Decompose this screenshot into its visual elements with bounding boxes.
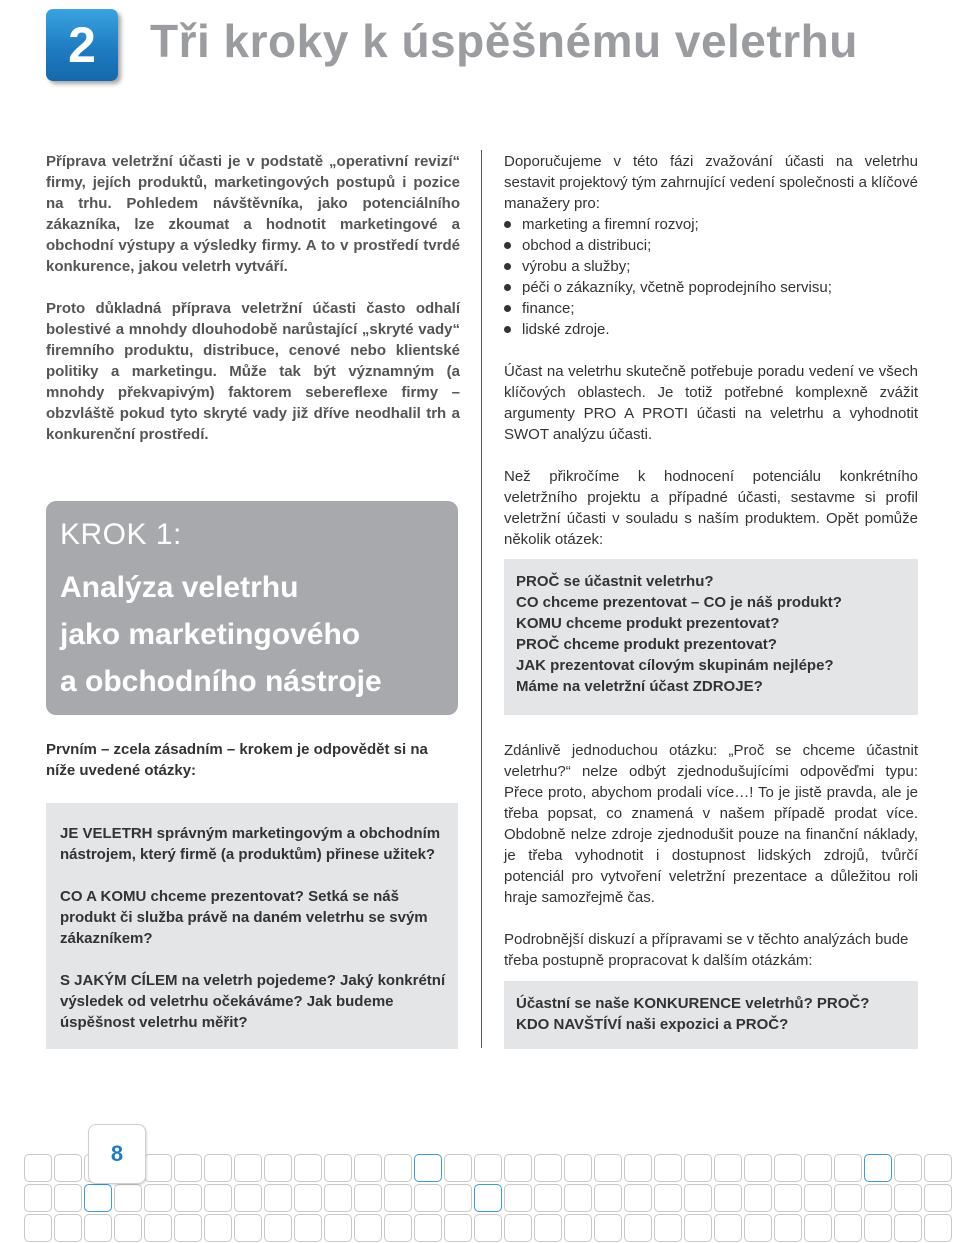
footer-tile bbox=[144, 1184, 172, 1212]
right-column-para4 bbox=[504, 740, 918, 908]
right-column-para3 bbox=[504, 466, 918, 550]
team-paragraph: Doporučujeme v této fázi zvažování účasti na veletrhu sestavit projektový tým zahrnující vedení společnosti a klíčové manažery pro: bbox=[504, 153, 918, 212]
left-column-intro bbox=[46, 151, 460, 277]
question-intro-block bbox=[46, 739, 460, 781]
footer-tile bbox=[294, 1154, 322, 1182]
step-title-line: Analýza veletrhu bbox=[60, 571, 299, 604]
footer-tile bbox=[834, 1214, 862, 1242]
footer-tile bbox=[894, 1184, 922, 1212]
right-column-top bbox=[504, 151, 918, 340]
footer-tile bbox=[204, 1154, 232, 1182]
list-item-text: finance; bbox=[522, 300, 575, 317]
footer-tile bbox=[474, 1214, 502, 1242]
footer-tile bbox=[834, 1154, 862, 1182]
footer-tile bbox=[804, 1214, 832, 1242]
question-item: KOMU chceme produkt prezentovat? bbox=[516, 615, 780, 632]
footer-tile bbox=[414, 1154, 442, 1182]
footer-tile bbox=[924, 1214, 952, 1242]
bullet-icon bbox=[504, 305, 511, 312]
footer-tile bbox=[924, 1184, 952, 1212]
footer-tile bbox=[24, 1214, 52, 1242]
footer-tile bbox=[504, 1184, 532, 1212]
footer-tile bbox=[24, 1184, 52, 1212]
footer-tile bbox=[684, 1154, 712, 1182]
footer-tile bbox=[744, 1214, 772, 1242]
footer-tile bbox=[234, 1154, 262, 1182]
footer-tile bbox=[474, 1184, 502, 1212]
footer-tile bbox=[324, 1214, 352, 1242]
footer-tile bbox=[234, 1214, 262, 1242]
profile-paragraph: Než přikročíme k hodnocení potenciálu konkrétního veletržního projektu a případné účasti, sestavme si profil veletržní účasti v souladu s naším produktem. Opět pomůže několik otázek: bbox=[504, 468, 918, 548]
footer-tile bbox=[114, 1214, 142, 1242]
footer-tile bbox=[84, 1184, 112, 1212]
footer-tile bbox=[54, 1184, 82, 1212]
footer-tile bbox=[414, 1184, 442, 1212]
step-label: KROK 1: bbox=[60, 518, 182, 551]
bullet-icon bbox=[504, 242, 511, 249]
page-number: 8 bbox=[88, 1124, 146, 1184]
bullet-icon bbox=[504, 221, 511, 228]
footer-tile bbox=[624, 1214, 652, 1242]
managers-list bbox=[504, 214, 918, 340]
right-column-para2 bbox=[504, 361, 918, 445]
footer-tile bbox=[264, 1214, 292, 1242]
footer-tile bbox=[654, 1214, 682, 1242]
step-title-line: jako marketingového bbox=[60, 618, 361, 651]
list-item bbox=[504, 298, 918, 319]
footer-tile bbox=[684, 1214, 712, 1242]
page-title: Tři kroky k úspěšnému veletrhu bbox=[150, 15, 858, 67]
footer-tile bbox=[414, 1214, 442, 1242]
footer-tile bbox=[384, 1154, 412, 1182]
footer-tile bbox=[264, 1184, 292, 1212]
footer-tile bbox=[174, 1154, 202, 1182]
footer-tile bbox=[864, 1184, 892, 1212]
footer-tile bbox=[354, 1184, 382, 1212]
question-item: KDO NAVŠTÍVÍ naši expozici a PROČ? bbox=[516, 1016, 789, 1033]
right-column-para5 bbox=[504, 929, 918, 971]
key-questions-box bbox=[46, 803, 458, 1049]
footer-tile bbox=[534, 1214, 562, 1242]
question-item: PROČ chceme produkt prezentovat? bbox=[516, 636, 777, 653]
footer-tile bbox=[594, 1184, 622, 1212]
footer-tile bbox=[144, 1154, 172, 1182]
list-item-text: marketing a firemní rozvoj; bbox=[522, 216, 699, 233]
column-divider bbox=[481, 150, 482, 1048]
list-item bbox=[504, 214, 918, 235]
step-1-box bbox=[46, 501, 458, 715]
footer-tile bbox=[714, 1154, 742, 1182]
footer-tile bbox=[534, 1154, 562, 1182]
question-item: CO A KOMU chceme prezentovat? Setká se náš produkt či služba právě na daném veletrhu se svým zákazníkem? bbox=[60, 888, 428, 947]
footer-tile bbox=[804, 1184, 832, 1212]
footer-tile bbox=[714, 1184, 742, 1212]
list-item-text: lidské zdroje. bbox=[522, 321, 610, 338]
footer-tile bbox=[294, 1184, 322, 1212]
footer-tile bbox=[564, 1184, 592, 1212]
left-column-para2 bbox=[46, 298, 460, 445]
footer-tile bbox=[804, 1154, 832, 1182]
footer-tile bbox=[564, 1154, 592, 1182]
footer-tile bbox=[774, 1154, 802, 1182]
footer-tile bbox=[504, 1154, 532, 1182]
footer-tile bbox=[504, 1214, 532, 1242]
footer-tile bbox=[54, 1214, 82, 1242]
question-item: PROČ se účastnit veletrhu? bbox=[516, 573, 714, 590]
footer-tile bbox=[564, 1214, 592, 1242]
bullet-icon bbox=[504, 326, 511, 333]
profile-questions-box bbox=[504, 559, 918, 715]
footer-tile bbox=[444, 1184, 472, 1212]
footer-tile bbox=[924, 1154, 952, 1182]
footer-tile bbox=[174, 1214, 202, 1242]
list-item-text: obchod a distribuci; bbox=[522, 237, 652, 254]
hidden-defects-paragraph: Proto důkladná příprava veletržní účasti často odhalí bolestivé a mnohdy dlouhodobě narůstající „skryté vady“ firemního produktu, distribuce, cenové nebo klientské politiky a marketingu. Může tak být významným (a mnohdy překvapivým) faktorem sebereflexe firmy – obzvláště pokud tyto skryté vady již dříve neodhalil trh a konkurenční prostředí. bbox=[46, 300, 460, 443]
footer-tile bbox=[264, 1154, 292, 1182]
chapter-number-badge: 2 bbox=[46, 9, 118, 81]
bullet-icon bbox=[504, 284, 511, 291]
footer-tile bbox=[864, 1154, 892, 1182]
footer-tile bbox=[84, 1214, 112, 1242]
list-item bbox=[504, 277, 918, 298]
footer-tile bbox=[204, 1214, 232, 1242]
footer-tile bbox=[444, 1214, 472, 1242]
footer-tile bbox=[864, 1214, 892, 1242]
footer-tile bbox=[894, 1214, 922, 1242]
footer-tile bbox=[354, 1214, 382, 1242]
footer-tile bbox=[174, 1184, 202, 1212]
footer-tile bbox=[294, 1214, 322, 1242]
question-item: CO chceme prezentovat – CO je náš produkt? bbox=[516, 594, 842, 611]
list-item bbox=[504, 319, 918, 340]
footer-tile bbox=[654, 1184, 682, 1212]
footer-tile bbox=[384, 1214, 412, 1242]
footer-tile bbox=[354, 1154, 382, 1182]
footer-tile bbox=[624, 1154, 652, 1182]
footer-tile bbox=[534, 1184, 562, 1212]
list-item bbox=[504, 256, 918, 277]
footer-tile bbox=[774, 1184, 802, 1212]
footer-tile bbox=[324, 1154, 352, 1182]
footer-tile bbox=[894, 1154, 922, 1182]
footer-tile bbox=[774, 1214, 802, 1242]
footer-tile bbox=[234, 1184, 262, 1212]
footer-tile bbox=[594, 1214, 622, 1242]
footer-tile bbox=[714, 1214, 742, 1242]
further-questions-paragraph: Podrobnější diskuzí a přípravami se v těchto analýzách bude třeba postupně propracovat k dalším otázkám: bbox=[504, 931, 909, 969]
footer-tile bbox=[384, 1184, 412, 1212]
footer-tile bbox=[744, 1184, 772, 1212]
competition-questions-box bbox=[504, 981, 918, 1049]
list-item-text: výrobu a služby; bbox=[522, 258, 631, 275]
question-intro: Prvním – zcela zásadním – krokem je odpovědět si na níže uvedené otázky: bbox=[46, 741, 428, 779]
footer-tile bbox=[624, 1184, 652, 1212]
footer-tile bbox=[654, 1154, 682, 1182]
sell-more-paragraph: Zdánlivě jednoduchou otázku: „Proč se chceme účastnit veletrhu?“ nelze odbýt zjednodušujícími odpověďmi typu: Přece proto, abychom prodali více…! To je jistě pravda, ale je třeba popsat, co znamená v našem případě prodat více. Obdobně nelze zdroje zjednodušit pouze na finanční náklady, je třeba vyhodnotit i dostupnost lidských zdrojů, tvůrčí potenciál pro vytvoření veletržní prezentace a důležitou roli hraje samozřejmě čas. bbox=[504, 742, 918, 906]
question-item: S JAKÝM CÍLEM na veletrh pojedeme? Jaký konkrétní výsledek od veletrhu očekáváme? Jak budeme úspěšnost veletrhu měřit? bbox=[60, 972, 446, 1031]
step-title bbox=[60, 564, 382, 705]
footer-tile bbox=[444, 1154, 472, 1182]
footer-tile bbox=[834, 1184, 862, 1212]
question-item: JE VELETRH správným marketingovým a obchodním nástrojem, který firmě (a produktům) přinese užitek? bbox=[60, 825, 441, 863]
footer-tile bbox=[144, 1214, 172, 1242]
question-item: JAK prezentovat cílovým skupinám nejlépe? bbox=[516, 657, 834, 674]
question-item: Účastní se naše KONKURENCE veletrhů? PROČ? bbox=[516, 995, 870, 1012]
footer-tile bbox=[24, 1154, 52, 1182]
step-title-line: a obchodního nástroje bbox=[60, 665, 382, 698]
swot-paragraph: Účast na veletrhu skutečně potřebuje poradu vedení ve všech klíčových oblastech. Je totiž potřebné komplexně zvážit argumenty PRO A PROTI účasti na veletrhu a vyhodnotit SWOT analýzu účasti. bbox=[504, 363, 918, 443]
question-item: Máme na veletržní účast ZDROJE? bbox=[516, 678, 763, 695]
bullet-icon bbox=[504, 263, 511, 270]
footer-tile bbox=[744, 1154, 772, 1182]
list-item-text: péči o zákazníky, včetně poprodejního servisu; bbox=[522, 279, 832, 296]
list-item bbox=[504, 235, 918, 256]
footer-tile bbox=[594, 1154, 622, 1182]
footer-tile bbox=[474, 1154, 502, 1182]
intro-paragraph: Příprava veletržní účasti je v podstatě „operativní revizí“ firmy, jejích produktů, marketingových postupů i pozice na trhu. Pohledem návštěvníka, jako potenciálního zákazníka, lze zkoumat a hodnotit marketingové a obchodní výstupy a výsledky firmy. A to v prostředí tvrdé konkurence, jakou veletrh vytváří. bbox=[46, 153, 460, 275]
footer-tile bbox=[684, 1184, 712, 1212]
footer-tile bbox=[114, 1184, 142, 1212]
footer-tile bbox=[324, 1184, 352, 1212]
footer-tile bbox=[204, 1184, 232, 1212]
footer-tile bbox=[54, 1154, 82, 1182]
